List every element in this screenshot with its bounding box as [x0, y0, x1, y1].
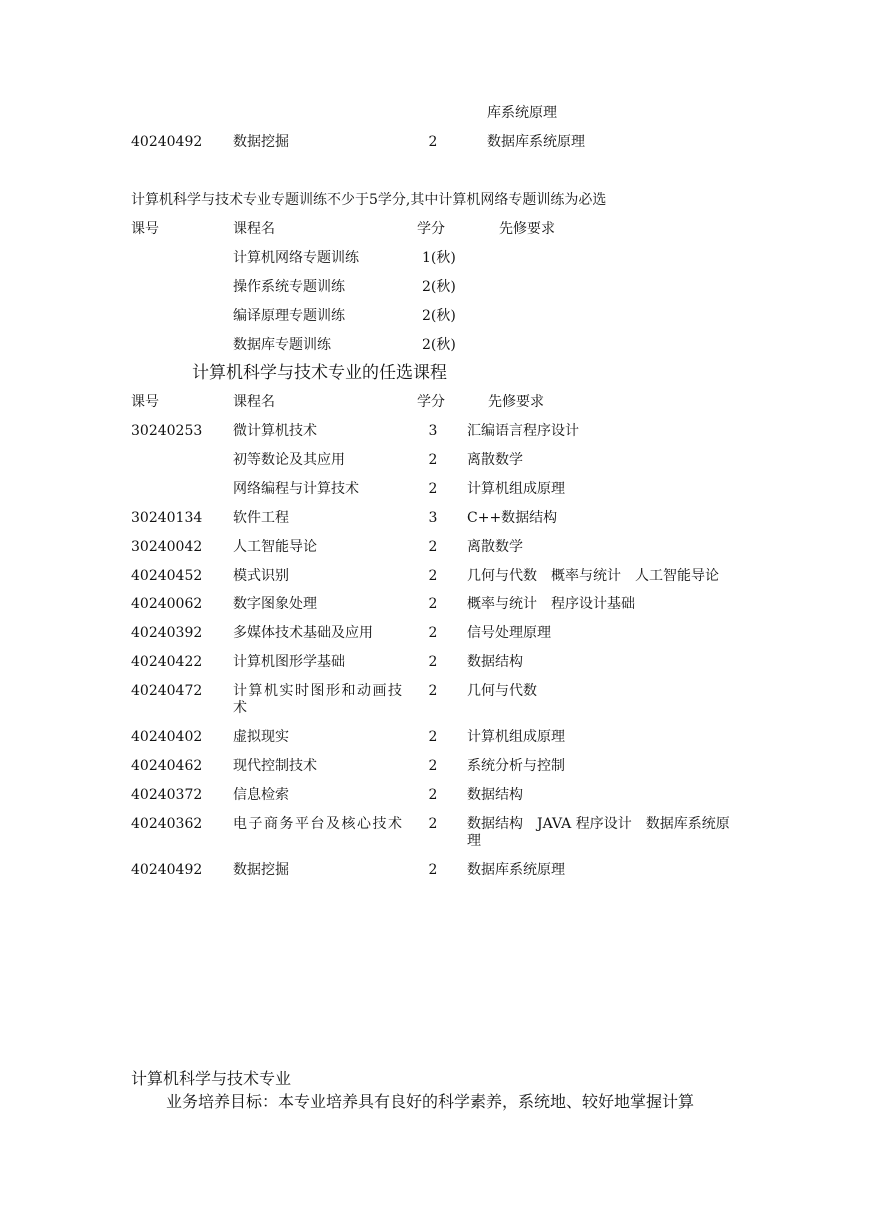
- course-name: 虚拟现实: [233, 729, 289, 745]
- prereq-continuation: 库系统原理: [487, 105, 557, 121]
- header-credit: 学分: [417, 394, 445, 410]
- course-credit: 2: [428, 816, 438, 832]
- course-code: 40240402: [131, 729, 203, 745]
- course-code: 30240134: [131, 510, 203, 526]
- course-name: 数据挖掘: [233, 862, 289, 878]
- course-prereq: 离散数学: [467, 452, 523, 468]
- course-prereq: 汇编语言程序设计: [467, 423, 579, 439]
- course-code: 40240492: [131, 862, 203, 878]
- course-credit: 2: [428, 787, 438, 803]
- header-prereq: 先修要求: [499, 221, 555, 237]
- course-name: 人工智能导论: [233, 539, 317, 555]
- course-credit: 2: [428, 481, 438, 497]
- course-prereq: 数据结构: [467, 654, 523, 670]
- course-credit: 3: [428, 510, 438, 526]
- course-name: 计算机实时图形和动画技术: [233, 683, 404, 716]
- course-name: 数据挖掘: [233, 134, 289, 150]
- course-code: 40240062: [131, 596, 203, 612]
- header-code: 课号: [131, 221, 159, 237]
- course-credit: 2: [428, 683, 438, 699]
- course-credit: 2(秋): [422, 337, 456, 353]
- course-code: 40240422: [131, 654, 203, 670]
- course-name: 初等数论及其应用: [233, 452, 345, 468]
- course-code: 40240472: [131, 683, 203, 699]
- course-prereq: 数据结构 JAVA 程序设计 数据库系统原理: [467, 816, 730, 849]
- header-name: 课程名: [233, 221, 275, 237]
- course-name: 多媒体技术基础及应用: [233, 625, 373, 641]
- course-name: 微计算机技术: [233, 423, 317, 439]
- course-name: 软件工程: [233, 510, 289, 526]
- course-credit: 2: [428, 452, 438, 468]
- course-credit: 2: [428, 568, 438, 584]
- course-name: 网络编程与计算技术: [233, 481, 359, 497]
- section-title: 计算机科学与技术专业: [131, 1069, 292, 1088]
- course-prereq: 计算机组成原理: [467, 729, 565, 745]
- course-credit: 2: [428, 862, 438, 878]
- course-credit: 2: [428, 654, 438, 670]
- course-prereq: 信号处理原理: [467, 625, 551, 641]
- course-name: 电子商务平台及核心技术: [233, 816, 404, 832]
- course-code: 40240492: [131, 134, 203, 150]
- course-prereq: C++数据结构: [467, 510, 558, 526]
- course-name: 计算机图形学基础: [233, 654, 345, 670]
- elective-title: 计算机科学与技术专业的任选课程: [192, 363, 447, 383]
- course-prereq: 离散数学: [467, 539, 523, 555]
- course-credit: 2: [428, 729, 438, 745]
- course-code: 40240362: [131, 816, 203, 832]
- course-prereq: 计算机组成原理: [467, 481, 565, 497]
- course-credit: 2: [428, 625, 438, 641]
- header-credit: 学分: [417, 221, 445, 237]
- header-code: 课号: [131, 394, 159, 410]
- course-prereq: 几何与代数: [467, 683, 537, 699]
- course-prereq: 系统分析与控制: [467, 758, 565, 774]
- course-name: 操作系统专题训练: [233, 279, 345, 295]
- course-code: 40240392: [131, 625, 203, 641]
- course-name: 数据库专题训练: [233, 337, 331, 353]
- course-prereq: 数据库系统原理: [487, 134, 585, 150]
- section-goal-paragraph: 业务培养目标：本专业培养具有良好的科学素养，系统地、较好地掌握计算: [166, 1092, 695, 1111]
- course-credit: 2: [428, 596, 438, 612]
- course-code: 30240253: [131, 423, 203, 439]
- course-credit: 2(秋): [422, 279, 456, 295]
- header-prereq: 先修要求: [488, 394, 544, 410]
- course-credit: 3: [428, 423, 438, 439]
- course-name: 模式识别: [233, 568, 289, 584]
- course-credit: 2: [428, 758, 438, 774]
- course-prereq: 数据结构: [467, 787, 523, 803]
- course-credit: 1(秋): [422, 250, 456, 266]
- course-name: 现代控制技术: [233, 758, 317, 774]
- course-name: 信息检索: [233, 787, 289, 803]
- course-code: 30240042: [131, 539, 203, 555]
- course-name: 计算机网络专题训练: [233, 250, 359, 266]
- course-name: 编译原理专题训练: [233, 308, 345, 324]
- course-credit: 2: [428, 539, 438, 555]
- course-credit: 2(秋): [422, 308, 456, 324]
- course-code: 40240452: [131, 568, 203, 584]
- course-credit: 2: [428, 134, 438, 150]
- course-code: 40240372: [131, 787, 203, 803]
- training-intro: 计算机科学与技术专业专题训练不少于5学分,其中计算机网络专题训练为必选: [131, 192, 607, 208]
- course-prereq: 概率与统计 程序设计基础: [467, 596, 635, 612]
- course-name: 数字图象处理: [233, 596, 317, 612]
- course-code: 40240462: [131, 758, 203, 774]
- course-prereq: 数据库系统原理: [467, 862, 565, 878]
- header-name: 课程名: [233, 394, 275, 410]
- course-prereq: 几何与代数 概率与统计 人工智能导论: [467, 568, 719, 584]
